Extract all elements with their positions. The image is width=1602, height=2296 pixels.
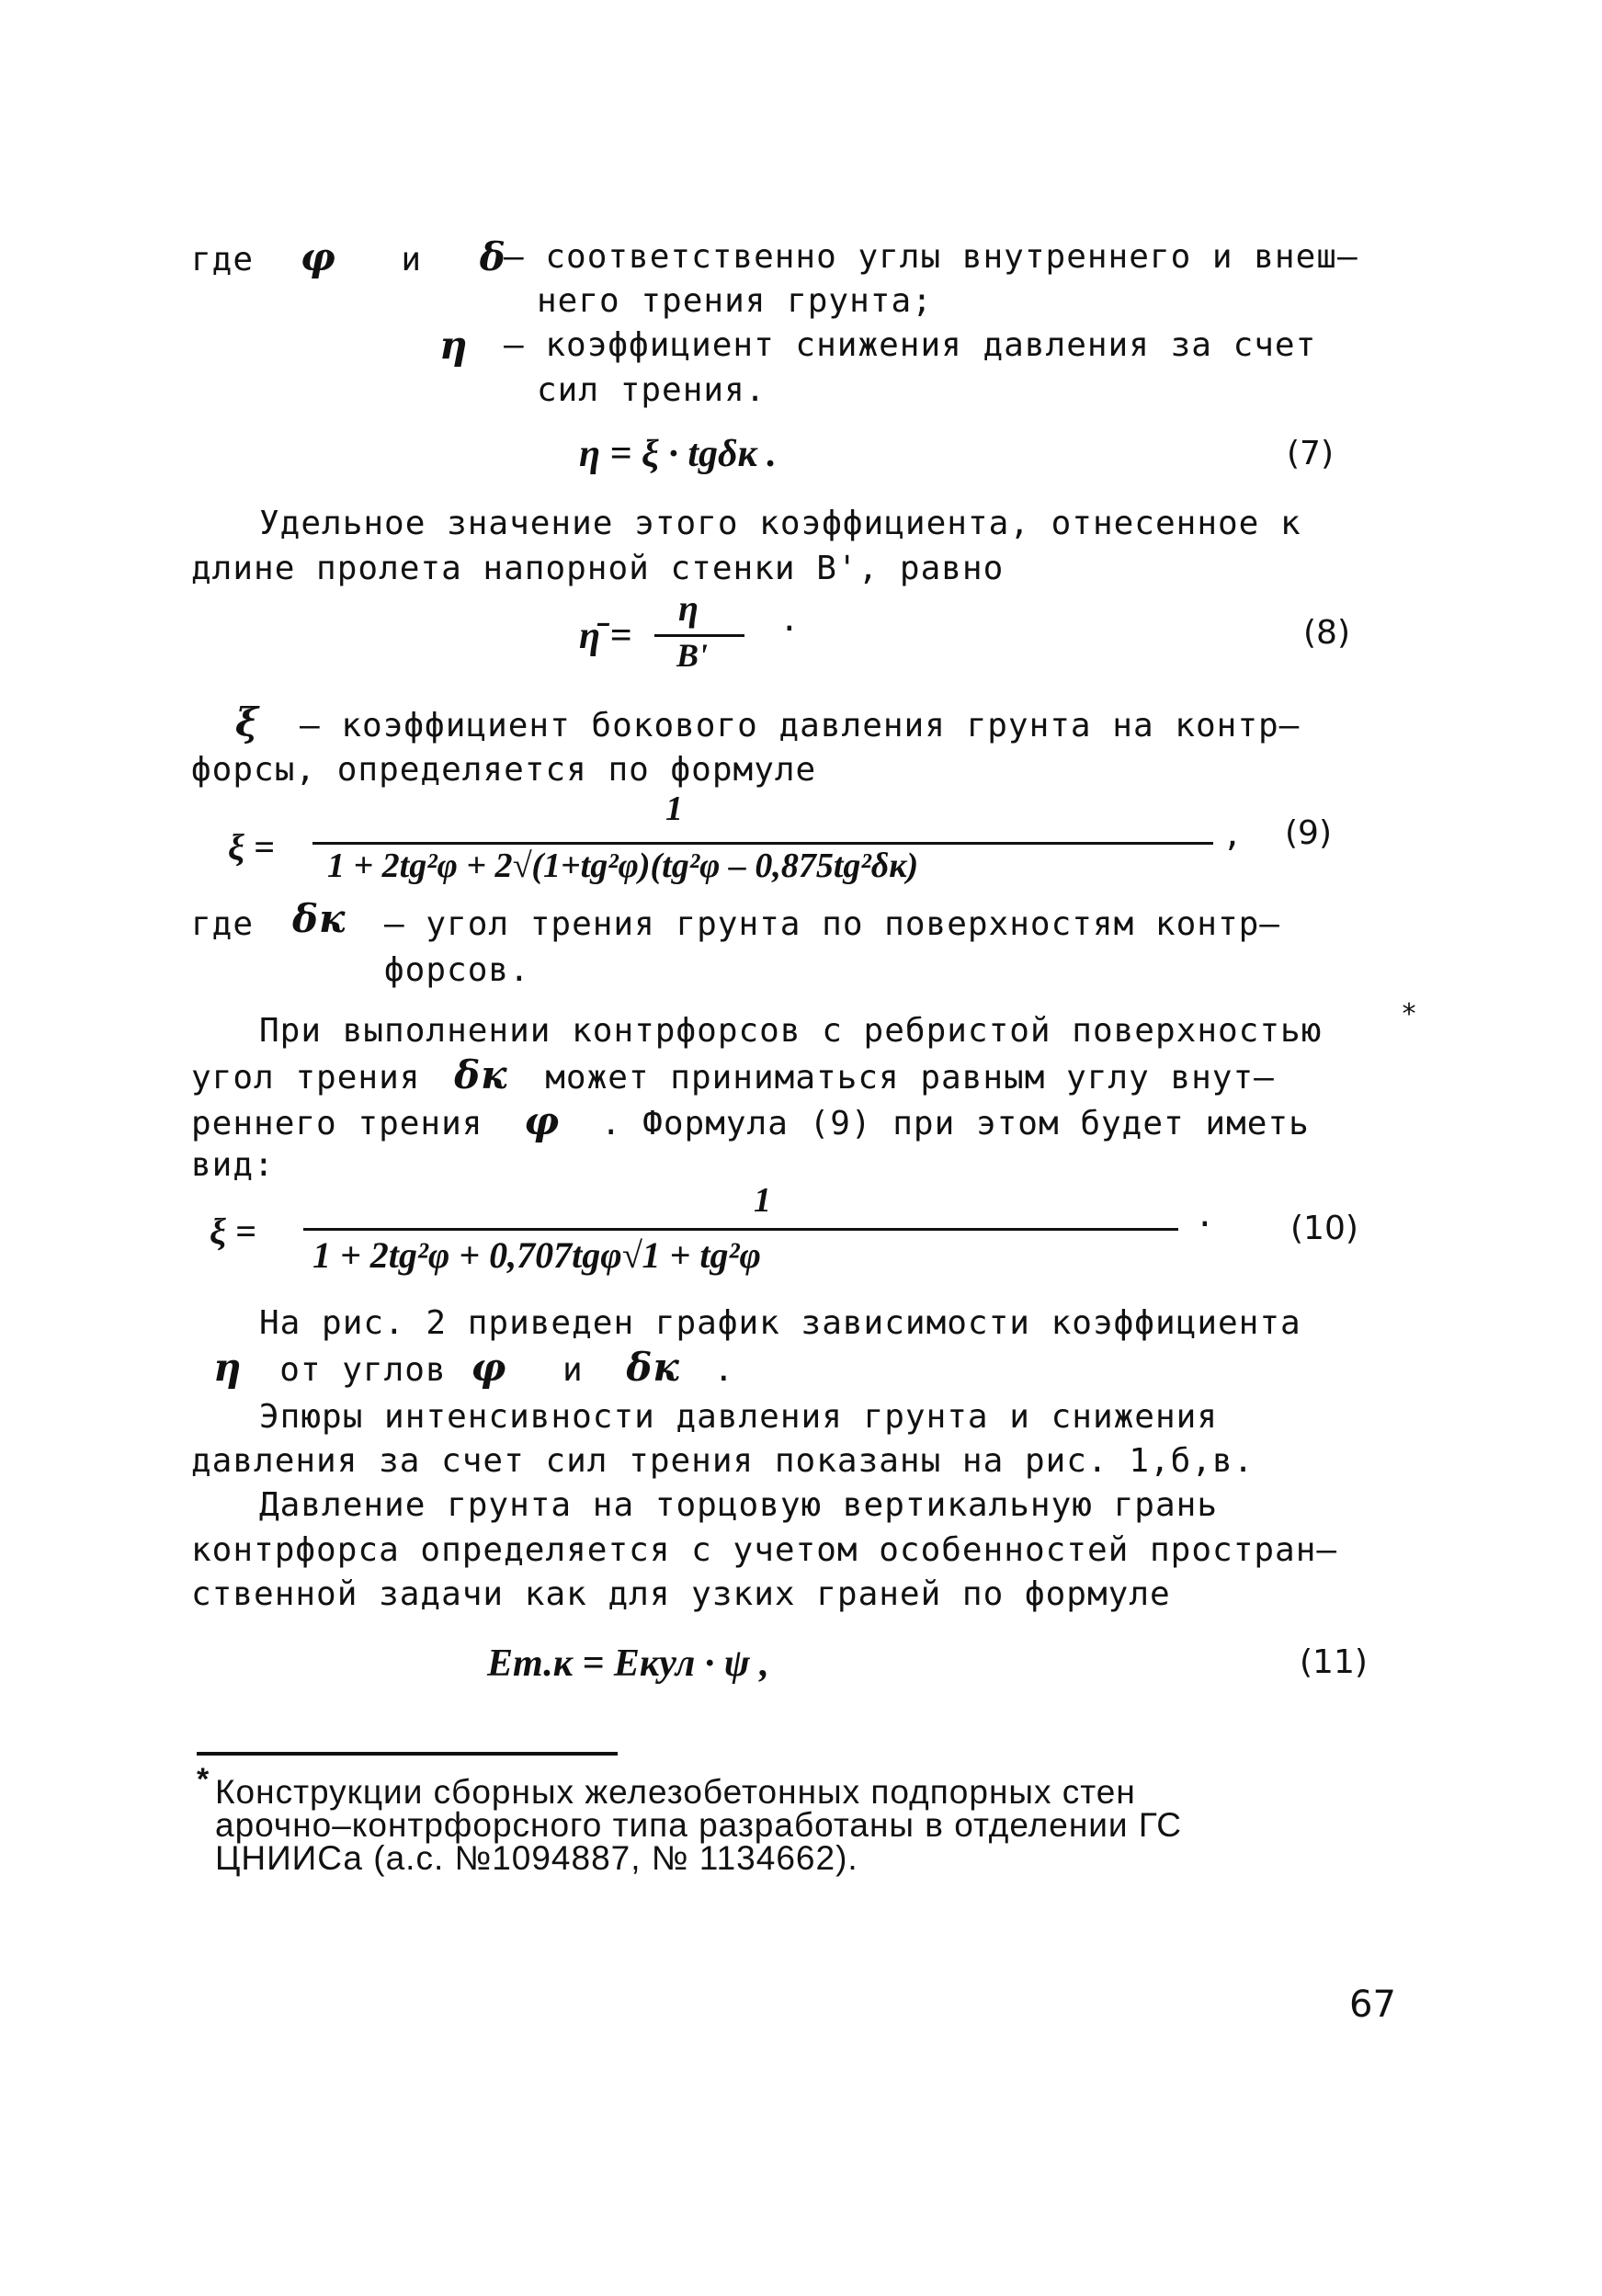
defs-line-1: [191, 234, 506, 280]
def-angles-line-2: него трения грунта;: [537, 282, 933, 320]
equation-9-lhs: ξ =: [228, 826, 275, 868]
phi-symbol: φ: [300, 234, 336, 279]
equation-10-numerator: 1: [754, 1181, 771, 1220]
ribbed-line-2b: может приниматься равным углу внут–: [545, 1059, 1275, 1097]
def-deltak-line-2: форсов.: [384, 951, 530, 989]
deltak-symbol: δк: [292, 896, 347, 941]
para-specific-line-2: длине пролета напорной стенки B', равно: [191, 550, 1005, 587]
footnote-star: *: [197, 1762, 210, 1797]
equation-7: η = ξ · tgδк .: [579, 433, 777, 475]
para-end-line-1: Давление грунта на торцовую вертикальную грань: [259, 1486, 1218, 1524]
equation-10-fraction-bar: [303, 1228, 1178, 1231]
xi-symbol: ξ: [235, 699, 259, 744]
para-specific-line-1: Удельное значение этого коэффициента, отнесенное к: [259, 505, 1301, 542]
fig-dot: .: [713, 1351, 735, 1389]
para-fig-line-1: На рис. 2 приведен график зависимости коэффициента: [259, 1304, 1301, 1342]
equation-10-dot: ·: [1195, 1206, 1215, 1244]
eta-symbol: η: [439, 323, 469, 368]
equation-10-number: (10): [1290, 1210, 1358, 1247]
equation-11-number: (11): [1300, 1643, 1368, 1681]
ribbed-phi-symbol: φ: [524, 1098, 561, 1143]
equation-9-comma: ,: [1222, 816, 1243, 854]
fig-deltak-symbol: δк: [626, 1345, 680, 1390]
equation-8-number: (8): [1303, 614, 1350, 652]
equation-8-numerator: η: [678, 587, 699, 629]
fig-from-words: от углов: [279, 1351, 447, 1389]
footnote-line-2: арочно–контрфорсного типа разработаны в отделении ГС: [215, 1806, 1182, 1844]
fig-and-word: и: [562, 1351, 584, 1389]
para-end-line-3: ственной задачи как для узких граней по формуле: [191, 1575, 1171, 1613]
def-deltak-line-1: – угол трения грунта по поверхностям контр–: [384, 905, 1280, 943]
footnote-line-3: ЦНИИСа (а.с. №1094887, № 1134662).: [215, 1839, 858, 1877]
ribbed-deltak-symbol: δк: [454, 1052, 508, 1097]
def-eta-line-2: сил трения.: [537, 371, 767, 409]
para-ribbed-star: *: [1401, 998, 1419, 1030]
equation-8-lhs: η̄ =: [579, 615, 632, 657]
equation-11: Eт.к = Eкул · ψ ,: [487, 1642, 769, 1685]
where-word: где: [191, 241, 255, 278]
equation-8-dot: ·: [779, 610, 800, 648]
para-xi-line-1: – коэффициент бокового давления грунта на контр–: [300, 707, 1301, 744]
fig-phi-symbol: φ: [471, 1345, 507, 1390]
equation-9-numerator: 1: [665, 790, 683, 828]
equation-9-fraction-bar: [312, 842, 1213, 845]
equation-7-number: (7): [1287, 435, 1334, 472]
equation-10-denominator: 1 + 2tg²φ + 0,707tgφ√1 + tg²φ: [312, 1234, 761, 1276]
para-epures-line-2: давления за счет сил трения показаны на рис. 1,б,в.: [191, 1442, 1255, 1480]
def-deltak-where: где: [191, 905, 255, 943]
equation-9-number: (9): [1285, 814, 1332, 852]
ribbed-line-2a: угол трения: [191, 1059, 421, 1097]
equation-10-lhs: ξ =: [210, 1211, 256, 1252]
def-eta-line-1: – коэффициент снижения давления за счет: [504, 326, 1317, 364]
para-ribbed-line-1: При выполнении контрфорсов с ребристой поверхностью: [259, 1012, 1323, 1050]
ribbed-line-3a: реннего трения: [191, 1105, 483, 1142]
para-ribbed-line-2: [191, 1052, 1275, 1098]
def-angles-line-1: – соответственно углы внутреннего и внеш–: [504, 238, 1358, 276]
delta-symbol: δ: [479, 234, 506, 279]
para-epures-line-1: Эпюры интенсивности давления грунта и снижения: [259, 1398, 1218, 1436]
page-number: 67: [1349, 1983, 1396, 2026]
para-end-line-2: контрфорса определяется с учетом особенностей простран–: [191, 1531, 1338, 1569]
and-word: и: [401, 241, 423, 278]
para-ribbed-line-3: [191, 1098, 1310, 1144]
ribbed-line-3b: . Формула (9) при этом будет иметь: [600, 1105, 1310, 1142]
equation-9-denominator: 1 + 2tg²φ + 2√(1+tg²φ)(tg²φ – 0,875tg²δк): [327, 847, 919, 885]
footnote-line-1: Конструкции сборных железобетонных подпорных стен: [215, 1773, 1136, 1811]
equation-8-denominator: B': [676, 637, 709, 674]
para-fig-line-2: [213, 1347, 734, 1391]
para-xi-line-2: форсы, определяется по формуле: [191, 751, 817, 789]
fig-eta-symbol: η: [213, 1345, 243, 1390]
para-ribbed-line-4: вид:: [191, 1146, 275, 1184]
footnote-rule: [197, 1752, 618, 1756]
